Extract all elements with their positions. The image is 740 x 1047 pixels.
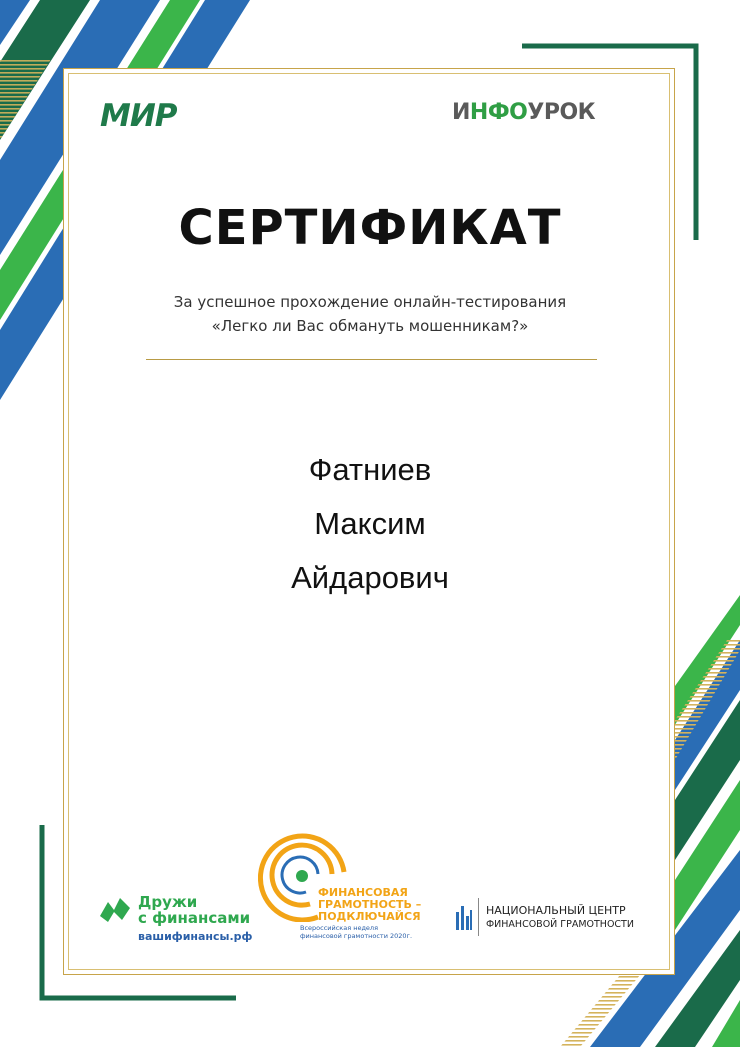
fingram-subtitle [300,925,412,940]
fingram-line-2: ГРАМОТНОСТЬ – [318,898,422,911]
subtitle-line-2: «Легко ли Вас обмануть мошенникам?» [211,317,529,335]
druzhi-website: вашифинансы.рф [138,930,253,943]
fingram-line-1: ФИНАНСОВАЯ [318,886,408,899]
fingram-line-3: ПОДКЛЮЧАЙСЯ [318,910,421,923]
fingram-small-1: Всероссийская неделя [300,924,378,932]
recipient-first-name: Максим [314,506,426,541]
divider-line [146,359,597,360]
national-center-separator [478,898,479,936]
national-center-icon [456,906,472,930]
certificate-subtitle [0,290,740,338]
infourok-logo-part3: УРОК [527,100,596,125]
certificate-title: СЕРТИФИКАТ [178,200,562,256]
fingram-small-2: финансовой грамотности 2020г. [300,931,413,940]
national-center-name [486,904,634,932]
druzhi-line-2: с финансами [138,909,251,927]
druzhi-line-1: Дружи [138,893,198,911]
mir-logo: МИР [100,98,177,134]
national-center-line-2: ФИНАНСОВОЙ ГРАМОТНОСТИ [486,919,634,930]
recipient-surname: Фатниев [308,452,432,487]
fingram-title [318,887,421,923]
druzhi-icon [98,894,132,924]
infourok-logo-part1: И [452,100,470,125]
recipient-patronymic: Айдарович [291,560,449,595]
infourok-logo-part2: НФО [469,100,528,125]
subtitle-line-1: За успешное прохождение онлайн-тестирования [173,293,567,311]
national-center-line-1: НАЦИОНАЛЬНЫЙ ЦЕНТР [486,904,626,917]
infourok-logo [452,100,595,125]
